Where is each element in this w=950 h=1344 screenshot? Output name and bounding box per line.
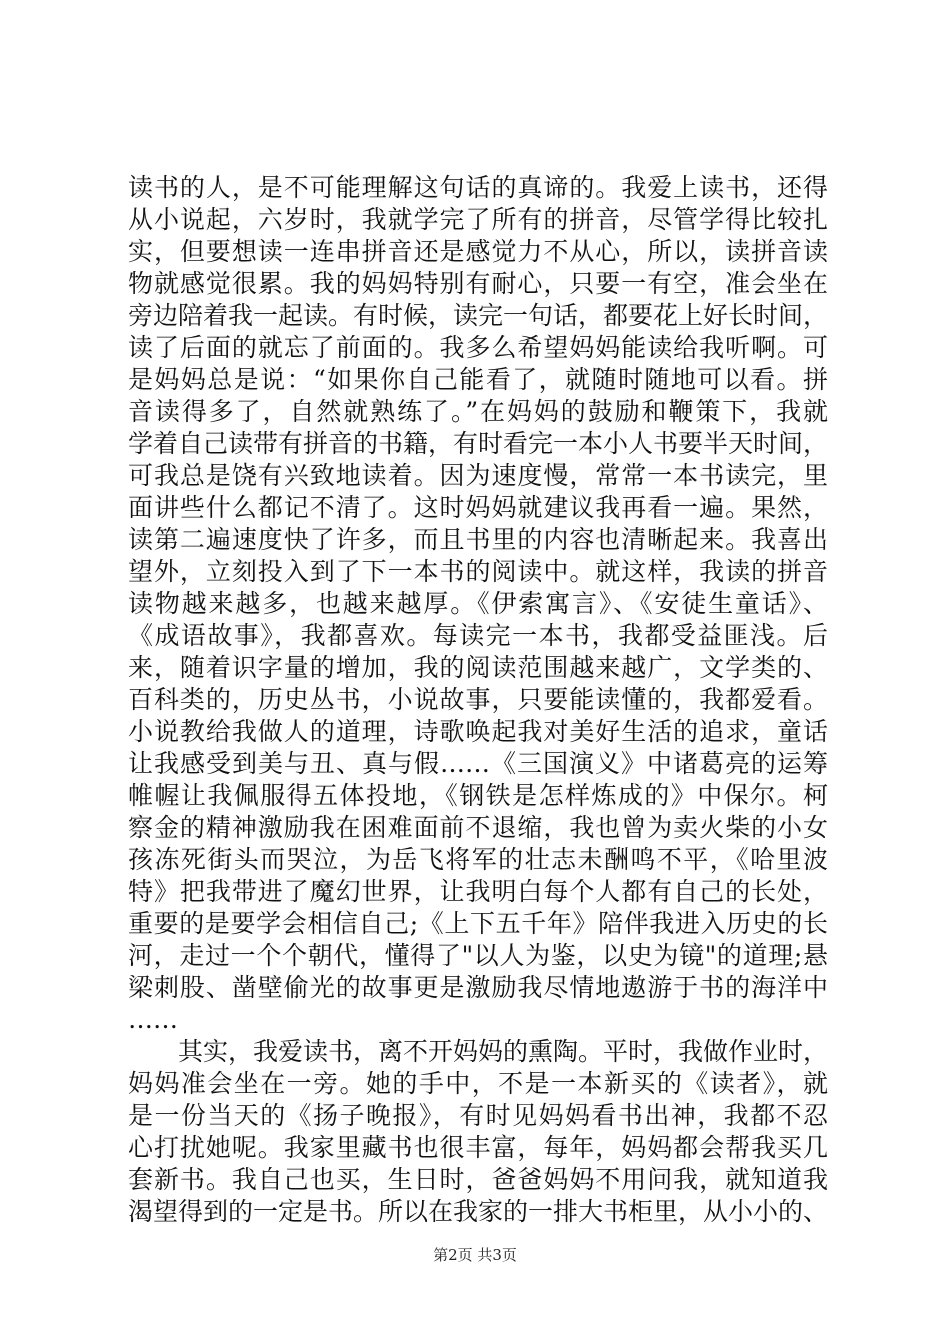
text-line: 读了后面的就忘了前面的。我多么希望妈妈能读给我听啊。可 (128, 333, 828, 362)
text-line: 可我总是饶有兴致地读着。因为速度慢，常常一本书读完，里 (128, 461, 828, 490)
text-line: 察金的精神激励我在困难面前不退缩，我也曾为卖火柴的小女 (128, 813, 828, 842)
body-text (128, 172, 828, 1228)
text-line: 小说教给我做人的道理，诗歌唤起我对美好生活的追求，童话 (128, 717, 828, 746)
text-line: 妈妈准会坐在一旁。她的手中，不是一本新买的《读者》，就 (128, 1069, 828, 1098)
text-line: 渴望得到的一定是书。所以在我家的一排大书柜里，从小小的、 (128, 1197, 828, 1226)
text-line: 套新书。我自己也买，生日时，爸爸妈妈不用问我，就知道我 (128, 1165, 828, 1194)
text-line: 物就感觉很累。我的妈妈特别有耐心，只要一有空，准会坐在 (128, 269, 828, 298)
text-line: 梁刺股、凿壁偷光的故事更是激励我尽情地遨游于书的海洋中 (128, 973, 828, 1002)
text-line: 是一份当天的《扬子晚报》，有时见妈妈看书出神，我都不忍 (128, 1101, 828, 1130)
text-line: 实，但要想读一连串拼音还是感觉力不从心，所以，读拼音读 (128, 237, 828, 266)
page-number: 第2页 共3页 (433, 1246, 517, 1264)
text-line: 重要的是要学会相信自己;《上下五千年》陪伴我进入历史的长 (128, 909, 828, 938)
text-line: 旁边陪着我一起读。有时候，读完一句话，都要花上好长时间， (128, 301, 828, 330)
text-line: …… (128, 1005, 178, 1034)
text-line: 让我感受到美与丑、真与假……《三国演义》中诸葛亮的运筹 (128, 749, 828, 778)
text-line: 《成语故事》，我都喜欢。每读完一本书，我都受益匪浅。后 (128, 621, 828, 650)
text-line: 百科类的，历史丛书，小说故事，只要能读懂的，我都爱看。 (128, 685, 828, 714)
page-footer (0, 1244, 950, 1265)
text-line: 读书的人，是不可能理解这句话的真谛的。我爱上读书，还得 (128, 173, 828, 202)
text-line: 面讲些什么都记不清了。这时妈妈就建议我再看一遍。果然， (128, 493, 828, 522)
text-line: 心打扰她呢。我家里藏书也很丰富，每年，妈妈都会帮我买几 (128, 1133, 828, 1162)
text-line: 读第二遍速度快了许多，而且书里的内容也清晰起来。我喜出 (128, 525, 828, 554)
text-line: 望外，立刻投入到了下一本书的阅读中。就这样，我读的拼音 (128, 557, 828, 586)
text-line: 读物越来越多，也越来越厚。《伊索寓言》、《安徒生童话》、 (128, 589, 828, 618)
text-line: 孩冻死街头而哭泣，为岳飞将军的壮志未酬鸣不平，《哈里波 (128, 845, 828, 874)
text-line: 特》把我带进了魔幻世界，让我明白每个人都有自己的长处， (128, 877, 828, 906)
text-line: 河，走过一个个朝代，懂得了"以人为鉴，以史为镜"的道理;悬 (128, 941, 828, 970)
text-line: 帷幄让我佩服得五体投地，《钢铁是怎样炼成的》中保尔。柯 (128, 781, 828, 810)
text-line: 是妈妈总是说：“如果你自己能看了，就随时随地可以看。拼 (128, 365, 828, 394)
text-line: 从小说起，六岁时，我就学完了所有的拼音，尽管学得比较扎 (128, 205, 828, 234)
text-line: 其实，我爱读书，离不开妈妈的熏陶。平时，我做作业时， (128, 1037, 828, 1066)
text-line: 学着自己读带有拼音的书籍，有时看完一本小人书要半天时间， (128, 429, 828, 458)
text-line: 音读得多了，自然就熟练了。”在妈妈的鼓励和鞭策下，我就 (128, 397, 828, 426)
text-line: 来，随着识字量的增加，我的阅读范围越来越广，文学类的、 (128, 653, 828, 682)
